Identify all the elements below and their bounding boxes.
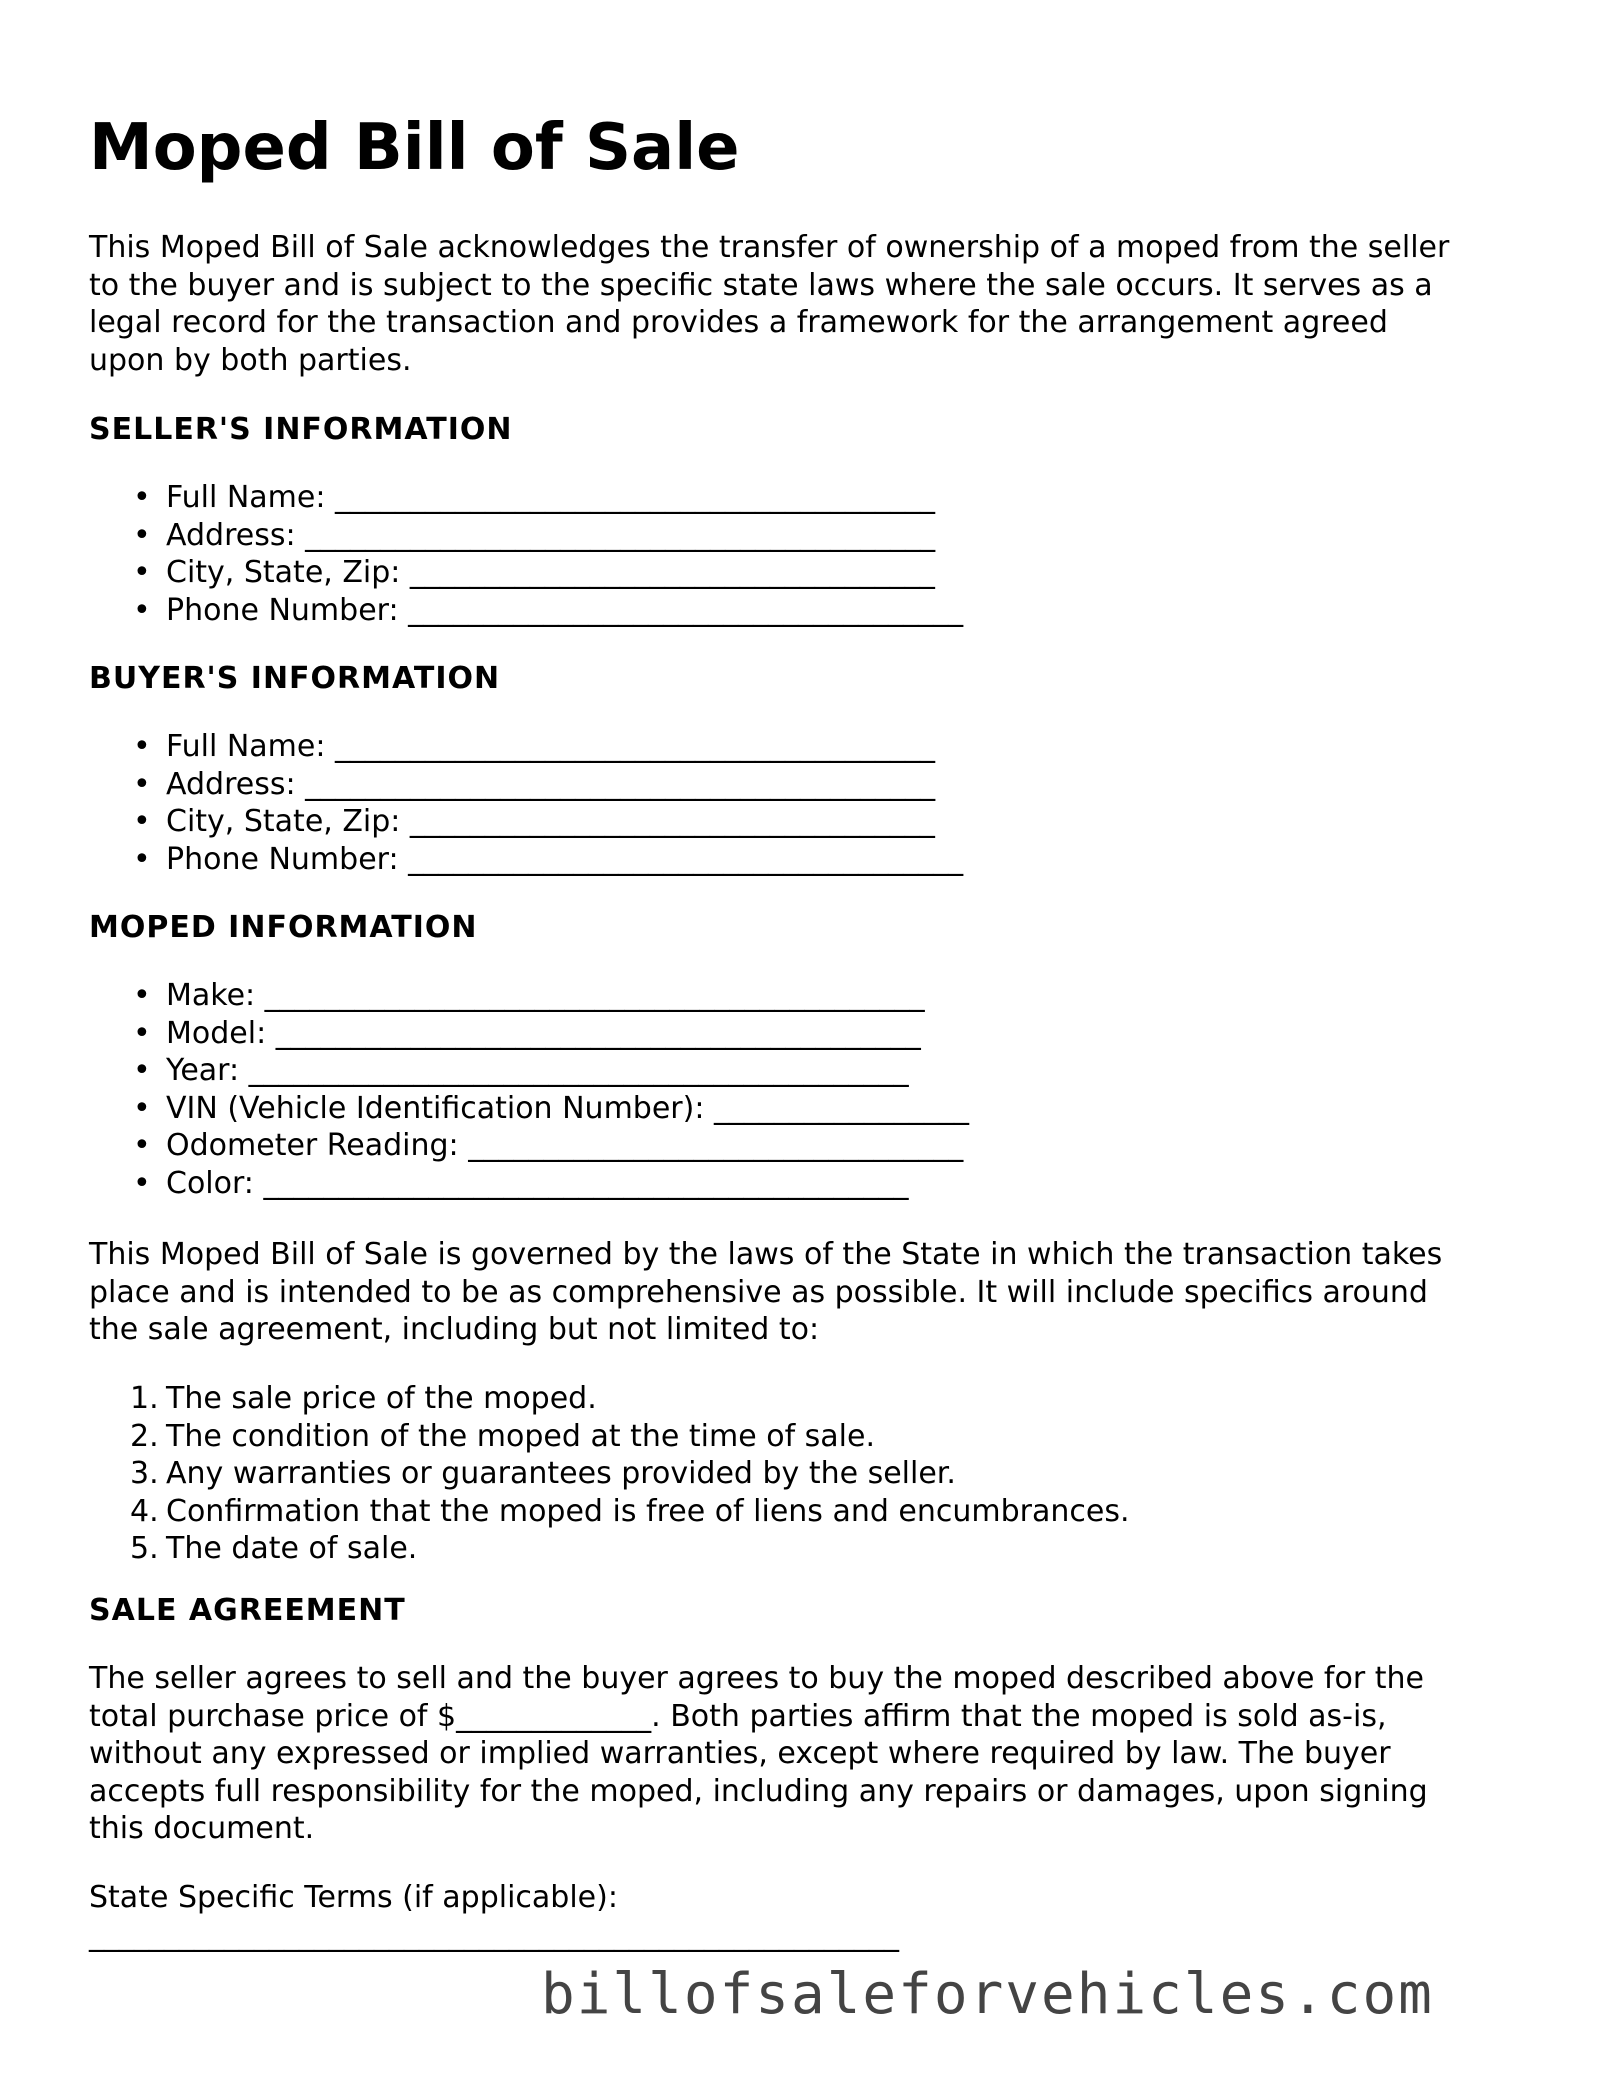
field-text: Address: __________________________________________: [166, 517, 936, 553]
field-text: Full Name: ________________________________________: [166, 729, 935, 764]
term-item: [89, 1380, 1130, 1418]
seller-field-full-name[interactable]: [89, 479, 963, 517]
term-number: 4.: [130, 1493, 159, 1529]
site-watermark: billofsaleforvehicles.com: [541, 1962, 1434, 2027]
bullet-icon: •: [133, 1128, 151, 1163]
bullet-icon: •: [133, 1090, 151, 1126]
buyer-fields-list: [89, 728, 963, 878]
seller-field-phone[interactable]: [89, 592, 963, 630]
field-text: Year: ____________________________________________: [166, 1053, 909, 1088]
governing-line: This Moped Bill of Sale is governed by the laws of the State in which the transaction takes: [89, 1237, 1443, 1272]
term-item: [89, 1530, 1130, 1568]
term-item: [89, 1493, 1130, 1531]
state-terms-block: [89, 1879, 1529, 1954]
term-text: Any warranties or guarantees provided by the seller.: [166, 1456, 956, 1491]
term-number: 1.: [130, 1381, 159, 1416]
buyer-field-phone[interactable]: [89, 841, 963, 879]
document-title: Moped Bill of Sale: [89, 111, 740, 185]
buyer-field-address[interactable]: [89, 766, 963, 804]
moped-field-color[interactable]: [89, 1165, 969, 1203]
state-terms-label: State Specific Terms (if applicable):: [89, 1880, 618, 1915]
buyer-heading: BUYER'S INFORMATION: [89, 661, 501, 696]
intro-line: This Moped Bill of Sale acknowledges the transfer of ownership of a moped from the seller: [89, 230, 1450, 265]
field-text: Model: ___________________________________________: [166, 1015, 921, 1051]
intro-line: upon by both parties.: [89, 342, 412, 378]
term-item: [89, 1455, 1130, 1493]
bullet-icon: •: [133, 841, 151, 877]
field-text: Odometer Reading: _________________________________: [166, 1128, 964, 1163]
field-text: Full Name: ________________________________________: [166, 480, 935, 515]
seller-heading: SELLER'S INFORMATION: [89, 412, 513, 447]
bullet-icon: •: [133, 592, 151, 628]
sale-agreement-heading: SALE AGREEMENT: [89, 1593, 406, 1628]
term-number: 3.: [130, 1456, 159, 1491]
field-text: Phone Number: _____________________________________: [166, 592, 964, 628]
term-number: 2.: [130, 1418, 159, 1454]
moped-field-make[interactable]: [89, 977, 969, 1015]
intro-paragraph: [89, 229, 1529, 379]
seller-field-address[interactable]: [89, 517, 963, 555]
agreement-line-price[interactable]: total purchase price of $_____________. Both parties affirm that the moped is sold as-is,: [89, 1698, 1387, 1734]
bullet-icon: •: [133, 555, 151, 590]
bullet-icon: •: [133, 1015, 151, 1051]
field-text: Address: __________________________________________: [166, 766, 936, 802]
agreement-line: accepts full responsibility for the moped, including any repairs or damages, upon signing: [89, 1773, 1428, 1809]
bullet-icon: •: [133, 517, 151, 553]
bullet-icon: •: [133, 729, 151, 764]
moped-field-odometer[interactable]: [89, 1127, 969, 1165]
bullet-icon: •: [133, 1053, 151, 1088]
term-text: The date of sale.: [166, 1531, 418, 1566]
moped-heading: MOPED INFORMATION: [89, 910, 478, 945]
governing-line: place and is intended to be as comprehensive as possible. It will include specifics around: [89, 1274, 1428, 1310]
intro-line: to the buyer and is subject to the specific state laws where the sale occurs. It serves as a: [89, 267, 1433, 303]
term-number: 5.: [130, 1531, 159, 1566]
bullet-icon: •: [133, 804, 151, 839]
agreement-line: The seller agrees to sell and the buyer agrees to buy the moped described above for the: [89, 1661, 1424, 1696]
bullet-icon: •: [133, 978, 151, 1013]
field-text: City, State, Zip: ___________________________________: [166, 804, 935, 839]
state-terms-blank[interactable]: ______________________________________________________: [89, 1917, 899, 1953]
term-text: The sale price of the moped.: [166, 1381, 597, 1416]
seller-fields-list: [89, 479, 963, 629]
seller-field-city-state-zip[interactable]: [89, 554, 963, 592]
agreement-line: this document.: [89, 1811, 315, 1846]
intro-line: legal record for the transaction and provides a framework for the arrangement agreed: [89, 305, 1388, 340]
field-text: VIN (Vehicle Identification Number): _________________: [166, 1090, 969, 1126]
bullet-icon: •: [133, 1165, 151, 1201]
field-text: Phone Number: _____________________________________: [166, 841, 964, 877]
terms-list: [89, 1380, 1130, 1568]
term-item: [89, 1418, 1130, 1456]
moped-fields-list: [89, 977, 969, 1202]
term-text: Confirmation that the moped is free of liens and encumbrances.: [166, 1493, 1130, 1529]
bullet-icon: •: [133, 480, 151, 515]
buyer-field-city-state-zip[interactable]: [89, 803, 963, 841]
field-text: City, State, Zip: ___________________________________: [166, 555, 935, 590]
sale-agreement-paragraph: [89, 1660, 1529, 1848]
buyer-field-full-name[interactable]: [89, 728, 963, 766]
moped-field-vin[interactable]: [89, 1090, 969, 1128]
field-text: Color: ___________________________________________: [166, 1165, 909, 1201]
bullet-icon: •: [133, 766, 151, 802]
moped-field-model[interactable]: [89, 1015, 969, 1053]
field-text: Make: ____________________________________________: [166, 978, 925, 1013]
moped-field-year[interactable]: [89, 1052, 969, 1090]
governing-line: the sale agreement, including but not limited to:: [89, 1312, 820, 1347]
term-text: The condition of the moped at the time of sale.: [166, 1418, 876, 1454]
agreement-line: without any expressed or implied warranties, except where required by law. The buyer: [89, 1736, 1391, 1771]
governing-paragraph: [89, 1236, 1529, 1349]
